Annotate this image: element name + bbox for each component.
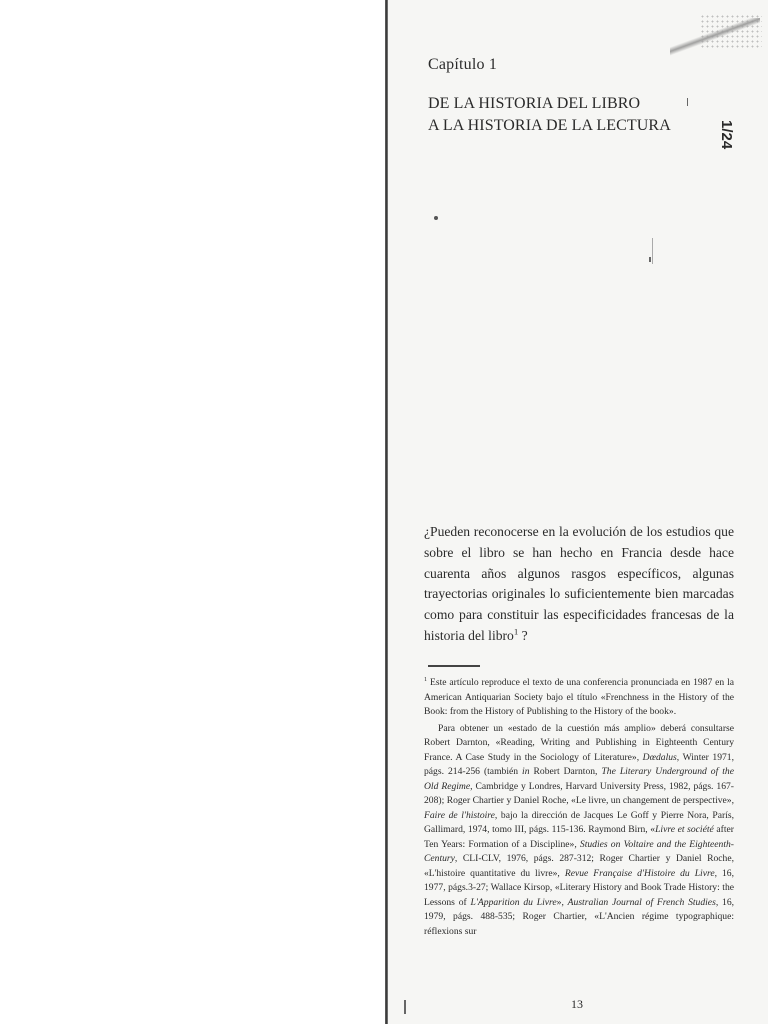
footnote-1-continuation: Para obtener un «estado de la cuestión más amplio» deberá consultarse Robert Darnton, «Reading, Writing and Publishing in Eighteenth Century France. A Case Study in the Sociology of Literature», Dœdalus, Winter 1971, págs. 214-256 (también in Robert Darnton, The Literary Underground of the Old Regime, Cambridge y Londres, Harvard University Press, 1982, págs. 167-208); Roger Chartier y Daniel Roche, «Le livre, un changement de perspective», Faire de l'histoire, bajo la dirección de Jacques Le Goff y Pierre Nora, París, Gallimard, 1974, tomo III, págs. 115-136. Raymond Birn, «Livre et société after Ten Years: Formation of a Discipline», Studies on Voltaire and the Eighteenth-Century, CLI-CLV, 1976, págs. 287-312; Roger Chartier y Daniel Roche, «L'histoire quantitative du livre», Revue Française d'Histoire du Livre, 16, 1977, págs.3-27; Wallace Kirsop, «Literary History and Book Trade History: the Lessons of L'Apparition du Livre», Australian Journal of French Studies, 16, 1979, págs. 488-535; Roger Chartier, «L'Ancien régime typographique: réflexions sur [424, 722, 735, 937]
footnote-1: $^1$ Este artículo reproduce el texto de una conferencia pronunciada en 1987 en la American Antiquarian Society bajo el título «Frenchness in the History of the Book: from the History of Publishing to the History of the book». [424, 675, 734, 717]
chapter-title [428, 93, 671, 137]
scan-speck [434, 216, 438, 220]
scan-mark [404, 1000, 406, 1014]
footnote-rule [428, 665, 480, 667]
page-marker: 1/24 [718, 120, 735, 150]
scan-mark [649, 257, 651, 262]
scan-mark [687, 98, 688, 106]
body-paragraph: ¿Pueden reconocerse en la evolución de los estudios que sobre el libro se han hecho en Francia desde hace cuarenta años algunos rasgos específicos, algunas trayectorias originales lo suficientemente bien marcadas como para constituir las especificidades francesas de la historia del libro$^1$ ? [424, 524, 734, 643]
footnotes [424, 676, 734, 939]
scan-mark [652, 238, 653, 264]
footnote-ref: 1 [513, 626, 519, 637]
page-number: 13 [571, 997, 583, 1011]
chapter-title-line-1: DE LA HISTORIA DEL LIBRO [428, 95, 641, 112]
chapter-label: Capítulo 1 [428, 56, 498, 73]
scan-artifact-dots [700, 14, 762, 50]
chapter-title-line-2: A LA HISTORIA DE LA LECTURA [428, 117, 671, 134]
